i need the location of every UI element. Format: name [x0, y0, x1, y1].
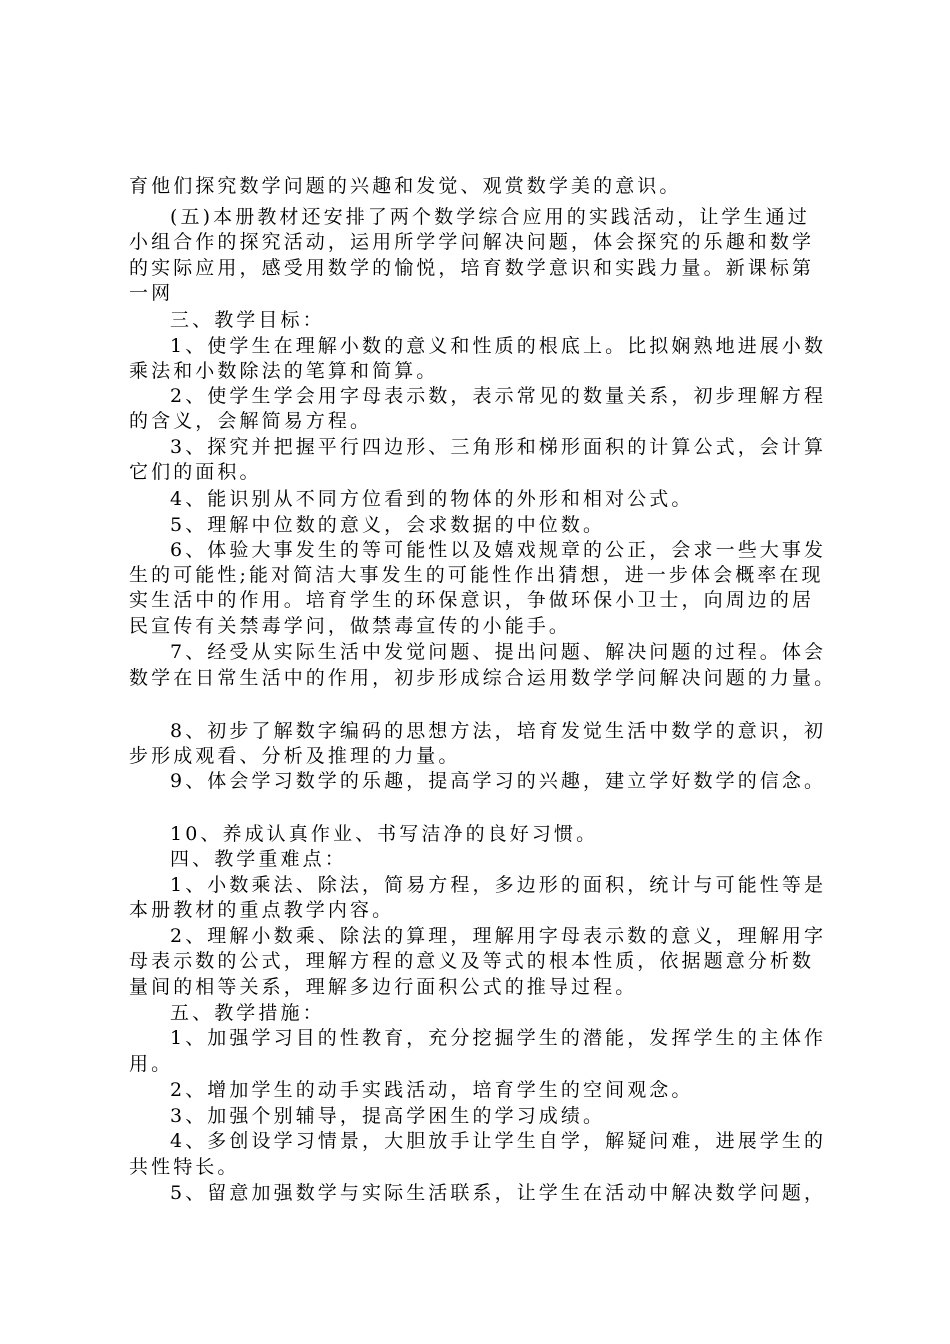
- text-line: 的实际应用，感受用数学的愉悦，培育数学意识和实践力量。新课标第: [129, 257, 815, 279]
- text-line: 3、探究并把握平行四边形、三角形和梯形面积的计算公式，会计算: [170, 436, 827, 458]
- section-heading: 五、教学措施：: [170, 1002, 325, 1024]
- text-line: 1、小数乘法、除法，简易方程，多边形的面积，统计与可能性等是: [170, 874, 827, 896]
- text-line: 用。: [129, 1053, 174, 1075]
- section-heading: 三、教学目标：: [170, 309, 325, 331]
- text-line: 3、加强个别辅导，提高学困生的学习成绩。: [170, 1105, 606, 1127]
- text-line: 母表示数的公式，理解方程的意义及等式的根本性质，依据题意分析数: [129, 950, 815, 972]
- text-line: 4、多创设学习情景，大胆放手让学生自学，解疑问难，进展学生的: [170, 1130, 827, 1152]
- text-line: 育他们探究数学问题的兴趣和发觉、观赏数学美的意识。: [129, 175, 682, 197]
- text-line: 实生活中的作用。培育学生的环保意识，争做环保小卫士，向周边的居: [129, 589, 815, 611]
- text-line: 6、体验大事发生的等可能性以及嬉戏规章的公正，会求一些大事发: [170, 539, 827, 561]
- text-line: (五)本册教材还安排了两个数学综合应用的实践活动，让学生通过: [170, 206, 810, 228]
- text-line: 9、体会学习数学的乐趣，提高学习的兴趣，建立学好数学的信念。: [170, 770, 827, 792]
- text-line: 民宣传有关禁毒学问，做禁毒宣传的小能手。: [129, 615, 572, 637]
- text-line: 数学在日常生活中的作用，初步形成综合运用数学学问解决问题的力量。: [129, 667, 837, 689]
- text-line: 小组合作的探究活动，运用所学学问解决问题，体会探究的乐趣和数学: [129, 231, 815, 253]
- text-line: 2、增加学生的动手实践活动，培育学生的空间观念。: [170, 1079, 694, 1101]
- text-line: 的含义，会解简易方程。: [129, 410, 373, 432]
- text-line: 量间的相等关系，理解多边行面积公式的推导过程。: [129, 976, 638, 998]
- text-line: 2、理解小数乘、除法的算理，理解用字母表示数的意义，理解用字: [170, 925, 827, 947]
- text-line: 5、留意加强数学与实际生活联系，让学生在活动中解决数学问题，: [170, 1182, 827, 1204]
- text-line: 一网: [129, 282, 174, 304]
- section-heading: 四、教学重难点：: [170, 848, 347, 870]
- text-line: 乘法和小数除法的笔算和简算。: [129, 360, 439, 382]
- text-line: 10、养成认真作业、书写洁净的良好习惯。: [170, 823, 599, 845]
- text-line: 共性特长。: [129, 1156, 240, 1178]
- text-line: 生的可能性;能对简洁大事发生的可能性作出猜想，进一步体会概率在现: [129, 564, 824, 586]
- text-line: 1、使学生在理解小数的意义和性质的根底上。比拟娴熟地进展小数: [170, 335, 827, 357]
- text-line: 步形成观看、分析及推理的力量。: [129, 745, 461, 767]
- text-line: 5、理解中位数的意义，会求数据的中位数。: [170, 514, 606, 536]
- text-line: 它们的面积。: [129, 461, 262, 483]
- text-line: 8、初步了解数字编码的思想方法，培育发觉生活中数学的意识，初: [170, 720, 827, 742]
- text-line: 7、经受从实际生活中发觉问题、提出问题、解决问题的过程。体会: [170, 641, 827, 663]
- text-line: 2、使学生学会用字母表示数，表示常见的数量关系，初步理解方程: [170, 385, 827, 407]
- text-line: 本册教材的重点教学内容。: [129, 899, 395, 921]
- text-line: 1、加强学习目的性教育，充分挖掘学生的潜能，发挥学生的主体作: [170, 1027, 827, 1049]
- text-line: 4、能识别从不同方位看到的物体的外形和相对公式。: [170, 488, 694, 510]
